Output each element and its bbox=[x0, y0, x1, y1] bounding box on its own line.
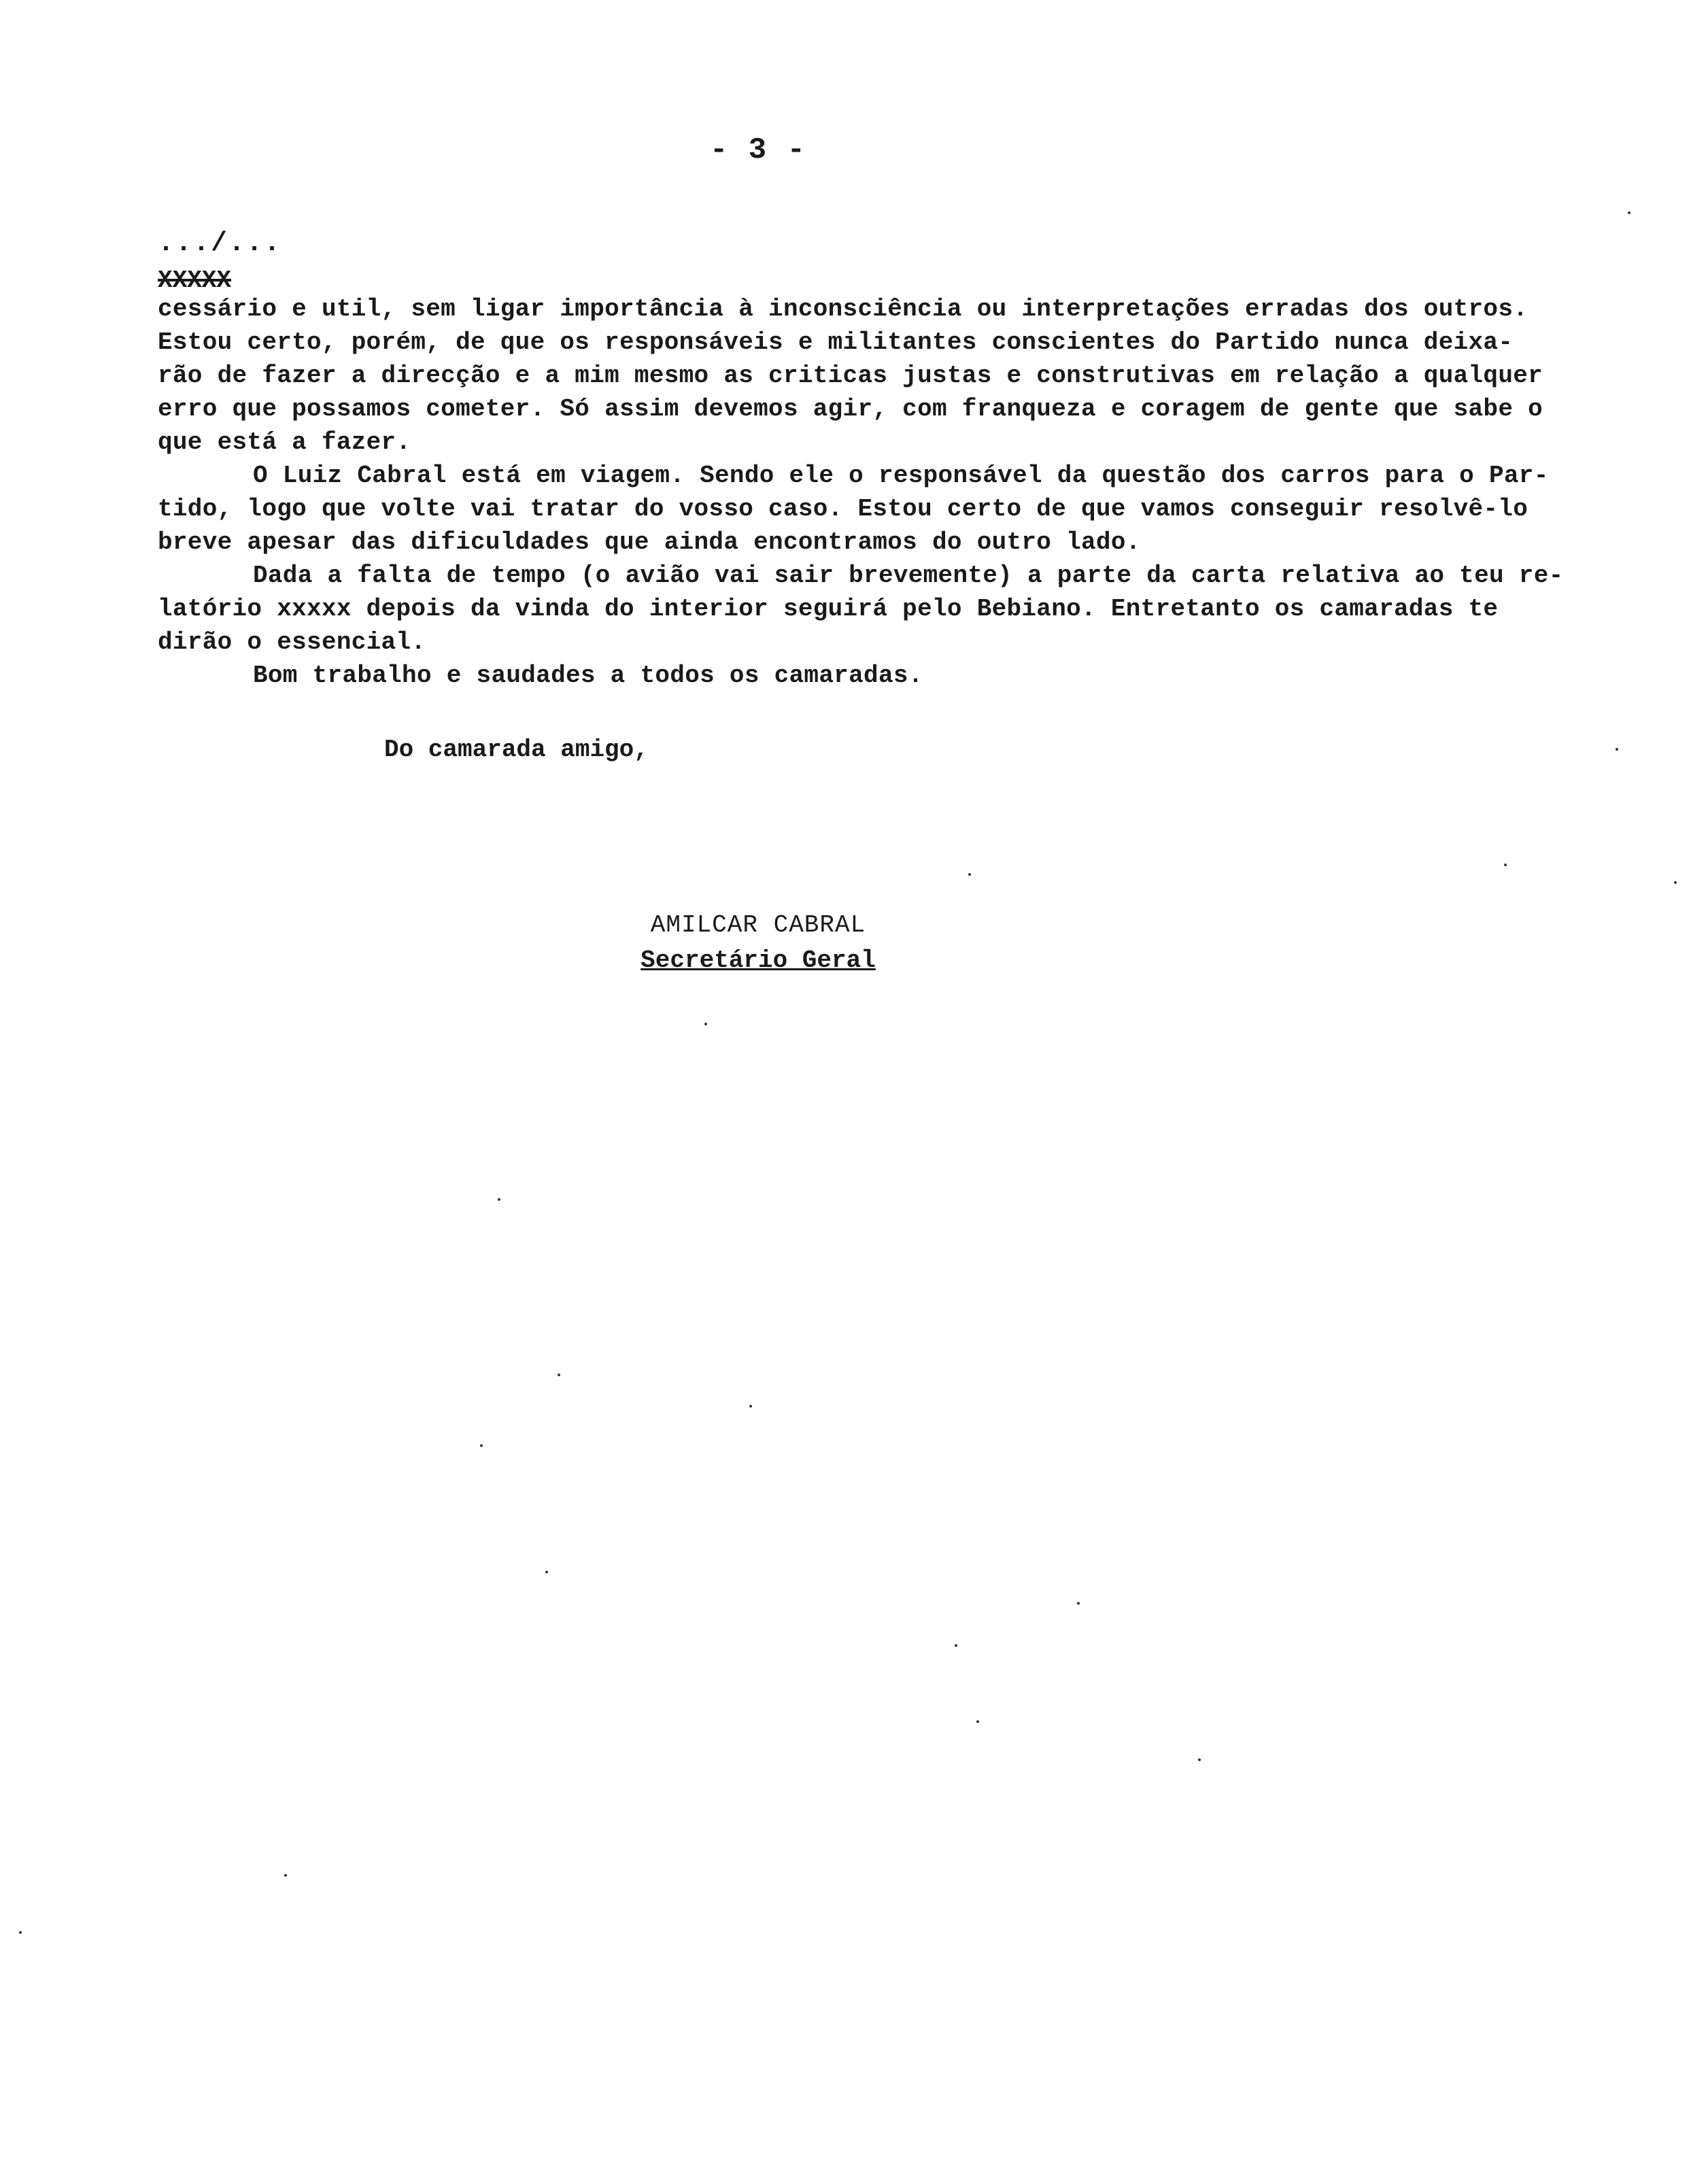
body-line: tido, logo que volte vai tratar do vosso caso. Estou certo de que vamos conseguir resolvê-lo bbox=[158, 495, 1528, 523]
scan-speck bbox=[976, 1720, 979, 1723]
scan-speck bbox=[545, 1571, 548, 1573]
scan-speck bbox=[1674, 881, 1677, 884]
body-line: Bom trabalho e saudades a todos os camaradas. bbox=[253, 662, 923, 689]
scan-speck bbox=[498, 1198, 500, 1201]
signatory-name: AMILCAR CABRAL bbox=[650, 911, 866, 939]
scan-speck bbox=[1198, 1758, 1201, 1761]
scan-speck bbox=[1628, 211, 1630, 214]
body-line: cessário e util, sem ligar importância à inconsciência ou interpretações erradas dos outros. bbox=[158, 295, 1528, 323]
body-line: erro que possamos cometer. Só assim devemos agir, com franqueza e coragem de gente que sabe o bbox=[158, 395, 1543, 423]
scan-speck bbox=[1616, 748, 1618, 751]
signature-block bbox=[0, 911, 1516, 974]
body-line: dirão o essencial. bbox=[158, 628, 426, 656]
body-line: Estou certo, porém, de que os responsáveis e militantes conscientes do Partido nunca deixa- bbox=[158, 328, 1514, 356]
scan-speck bbox=[480, 1444, 483, 1447]
closing-salutation: Do camarada amigo, bbox=[384, 736, 649, 764]
scan-speck bbox=[19, 1931, 22, 1934]
struck-out-text: XXXXX bbox=[158, 267, 232, 294]
page-number: - 3 - bbox=[709, 133, 807, 167]
letter-body bbox=[158, 292, 1674, 692]
scan-speck bbox=[955, 1644, 957, 1647]
body-line: O Luiz Cabral está em viagem. Sendo ele o responsável da questão dos carros para o Par- bbox=[253, 462, 1549, 490]
continuation-mark: .../... bbox=[158, 228, 282, 259]
body-line: que está a fazer. bbox=[158, 428, 411, 456]
scan-speck bbox=[704, 1023, 707, 1025]
body-line: breve apesar das dificuldades que ainda encontramos do outro lado. bbox=[158, 528, 1141, 556]
scan-speck bbox=[1504, 864, 1507, 866]
scan-speck bbox=[284, 1874, 287, 1877]
body-line: Dada a falta de tempo (o avião vai sair brevemente) a parte da carta relativa ao teu re- bbox=[253, 562, 1564, 590]
scan-speck bbox=[1077, 1602, 1080, 1605]
body-line: rão de fazer a direcção e a mim mesmo as criticas justas e construtivas em relação a qualquer bbox=[158, 362, 1543, 390]
scan-speck bbox=[558, 1374, 560, 1376]
scan-speck bbox=[749, 1405, 752, 1408]
scan-speck bbox=[968, 873, 971, 876]
body-line: latório xxxxx depois da vinda do interior seguirá pelo Bebiano. Entretanto os camaradas te bbox=[158, 595, 1499, 623]
signatory-title: Secretário Geral bbox=[640, 947, 876, 974]
